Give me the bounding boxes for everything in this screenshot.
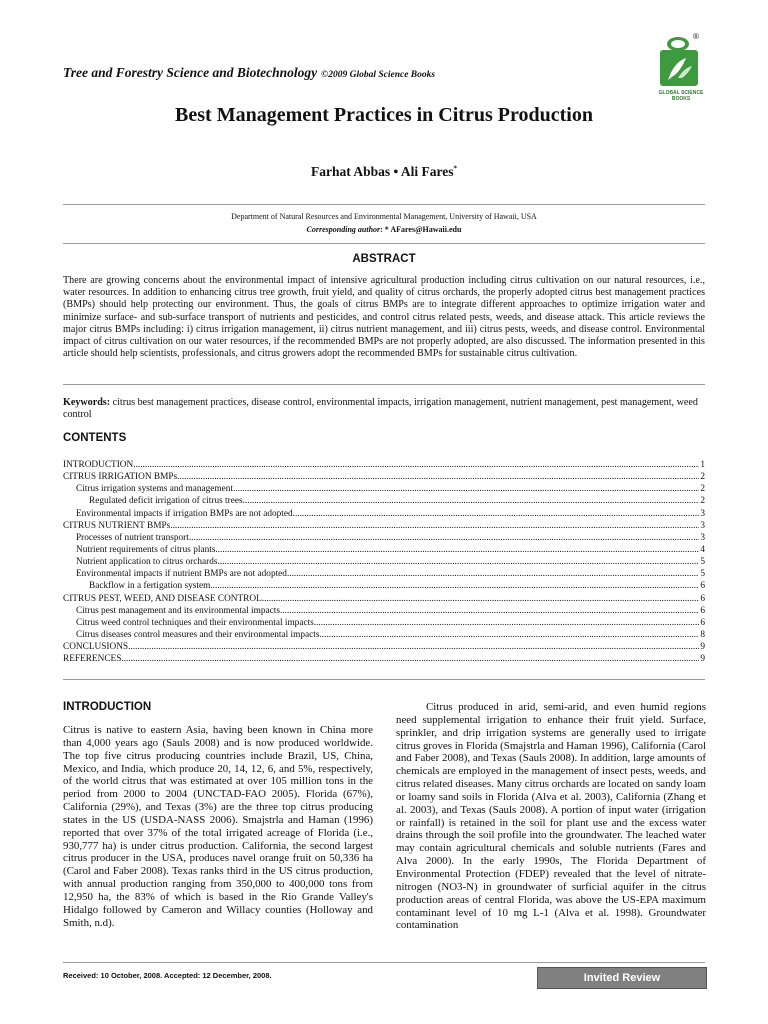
corresponding-email: : * AFares@Hawaii.edu [380,225,462,234]
toc-entry[interactable]: Backflow in a fertigation system ..... 6 [63,580,705,592]
divider [63,679,705,680]
article-type-badge: Invited Review [537,967,707,989]
abstract-text: There are growing concerns about the environmental impact of intensive agricultural production including citrus cultivation on our natural resources, i.e., water resources. In addition to enhancing citrus tree growth, fruit yield, and quality of citrus orchards, the properly adopted citrus best management practices (BMPs) should help protecting our environment. Thus, the goals of citrus BMPs are to integrate different approaches to optimize irrigation water and minimize surface- and sub-surface transport of nutrients and pesticides, and control citrus related pests, weeds, and disease attack. This article reviews the major citrus BMPs including: i) citrus irrigation management, ii) citrus nutrient management, and iii) citrus pests, weeds, and disease control. Environmental impact of citrus cultivation on our water resources, if the recommended BMPs are not properly adopted, are also discussed. The information presented in this article should help scientists, professionals, and citrus growers adopt the recommended BMPs for sustainable citrus cultivation. [63,275,705,360]
table-of-contents [63,459,705,665]
abstract-heading: ABSTRACT [352,253,416,265]
toc-entry[interactable]: Nutrient application to citrus orchards ..... 5 [63,556,705,568]
toc-entry[interactable]: CITRUS PEST, WEED, AND DISEASE CONTROL ..... 6 [63,593,705,605]
journal-copyright: ©2009 Global Science Books [321,70,436,80]
toc-entry[interactable]: Environmental impacts if nutrient BMPs are not adopted ..... 5 [63,568,705,580]
publisher-logo [656,32,706,102]
toc-entry[interactable]: CITRUS IRRIGATION BMPs ..... 2 [63,471,705,483]
toc-entry[interactable]: Citrus irrigation systems and management ..... 2 [63,483,705,495]
toc-entry[interactable]: Regulated deficit irrigation of citrus trees ..... 2 [63,495,705,507]
author-list [0,164,768,180]
toc-entry[interactable]: CITRUS NUTRIENT BMPs ..... 3 [63,520,705,532]
registered-mark: ® [693,32,699,41]
toc-entry[interactable]: Citrus weed control techniques and their environmental impacts ..... 6 [63,617,705,629]
author-names: Farhat Abbas • Ali Fares [311,164,454,179]
journal-name: Tree and Forestry Science and Biotechnology [63,65,318,80]
received-dates: Received: 10 October, 2008. Accepted: 12 December, 2008. [63,971,272,980]
divider [63,962,705,963]
journal-header [63,65,435,81]
author-mark: * [453,164,457,173]
divider [63,384,705,385]
toc-entry[interactable]: Environmental impacts if irrigation BMPs are not adopted ..... 3 [63,508,705,520]
article-title: Best Management Practices in Citrus Production [175,104,593,126]
contents-heading: CONTENTS [63,432,127,444]
divider [63,204,705,205]
toc-entry[interactable]: Nutrient requirements of citrus plants ..... 4 [63,544,705,556]
toc-entry[interactable]: Processes of nutrient transport ..... 3 [63,532,705,544]
affiliation: Department of Natural Resources and Environmental Management, University of Hawaii, USA [231,212,537,221]
toc-entry[interactable]: Citrus diseases control measures and their environmental impacts ..... 8 [63,629,705,641]
body-column-left: Citrus is native to eastern Asia, having been known in China more than 4,000 years ago (Sauls 2008) and is now produced worldwide. The top five citrus producing countries include Brazil, US, China, Mexico, and India, which produce 20, 14, 12, 6, and 5%, respectively, of the world citrus that was estimated at over 105 million tons in the period from 2000 to 2004 (UNCTAD-FAO 2005). Florida (67%), California (29%), and Texas (3%) are the three top citrus producing states in the US (USDA-NASS 2006). Smajstrla and Haman (1996) reported that over 37% of the total irrigated acreage of Florida (i.e., 930,777 ha) is under citrus production. California, the second largest citrus producer in the USA, produces navel orange fruit on 50,336 ha (Carol and Faber 2008). Texas ranks third in the US citrus production, with annual production ranging from 350,000 to 400,000 tons from 12,950 ha, the 83% of which is based in the Rio Grande Valley's Hidalgo followed by Cameron and Willacy counties (Holloway and Smith, n.d). [63,724,373,929]
toc-entry[interactable]: REFERENCES ..... 9 [63,653,705,665]
body-column-right: Citrus produced in arid, semi-arid, and even humid regions need supplemental irrigation to enhance their fruit yield. Surface, sprinkler, and drip irrigation systems are generally used to irrigate citrus groves in Florida (Smajstrla and Haman 1996), California (Carol and Faber 2008), and Texas (Sauls 2008). In addition, large amounts of chemicals are employed in the management of insect pests, weeds, and citrus related diseases. Many citrus orchards are located on sandy loam or loamy sand soils in Florida (Alva et al. 2003), California (Zhang et al. 2003), and Texas (Sauls 2008). A portion of input water (irrigation or rainfall) is retained in the soil for plant use and the excess water drains through the soil profile into the groundwater. The leached water may contain agricultural chemicals and soluble nutrients (Fares and Alva 2000). In the early 1990s, The Florida Department of Environmental Protection (FDEP) revealed that the level of nitrate-nitrogen (NO3-N) in groundwater of surficial aquifer in the citrus production areas of central Florida, was above the US-EPA maximum contaminant level of 10 mg L-1 (Alva et al. 1998). Groundwater contamination [396,701,706,932]
introduction-heading: INTRODUCTION [63,701,152,713]
toc-entry[interactable]: CONCLUSIONS ..... 9 [63,641,705,653]
corresponding-label: Corresponding author [306,225,381,234]
toc-entry[interactable]: Citrus pest management and its environmental impacts ..... 6 [63,605,705,617]
toc-entry[interactable]: INTRODUCTION ..... 1 [63,459,705,471]
corresponding-author [0,225,768,234]
keywords-label: Keywords: [63,397,111,408]
logo-text: GLOBAL SCIENCE BOOKS [658,90,704,102]
keywords-text: citrus best management practices, disease control, environmental impacts, irrigation management, nutrient management, pest management, weed control [63,397,698,421]
divider [63,243,705,244]
keywords [63,397,705,421]
